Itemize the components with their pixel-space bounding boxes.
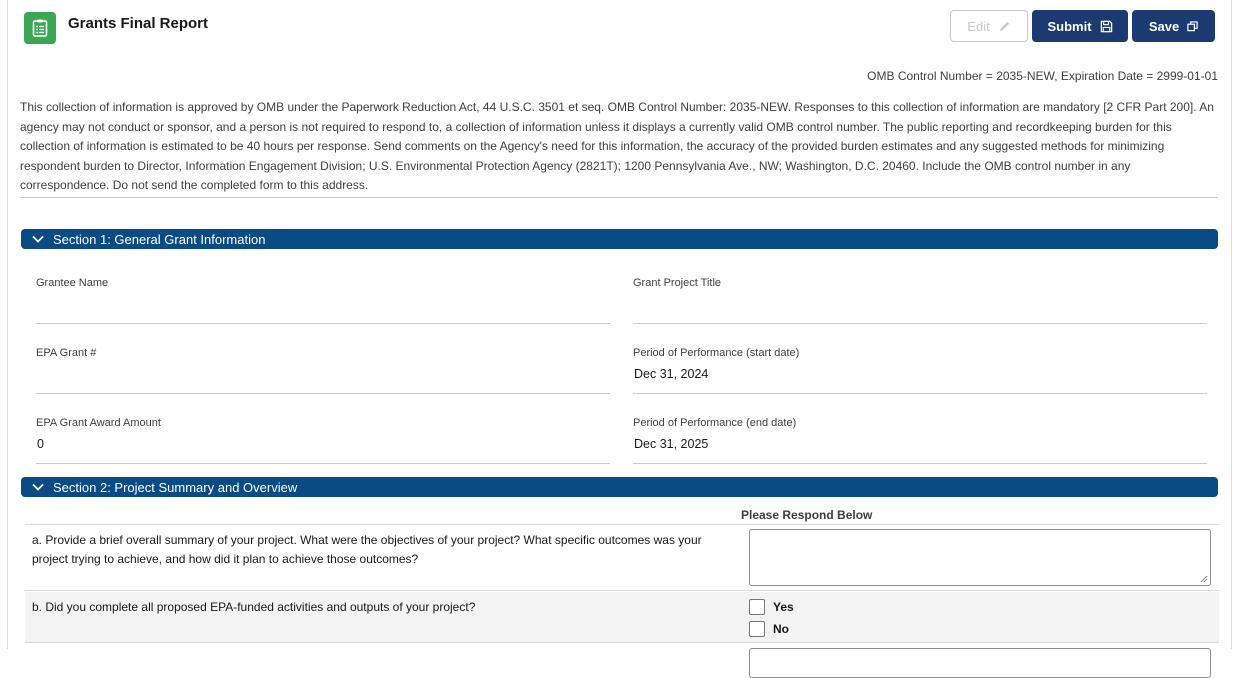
next-response-textarea[interactable] [749,648,1211,678]
pencil-icon [998,20,1011,33]
award-amount-field[interactable] [36,417,610,464]
floppy-disk-icon [1100,20,1113,33]
section-1-header[interactable] [21,229,1218,249]
project-title-field[interactable] [633,277,1207,324]
yes-label: Yes [773,600,794,614]
grant-number-label: EPA Grant # [36,347,97,359]
question-a-text: a. Provide a brief overall summary of your project. What were the objectives of your project? What specific outcomes was your project trying to achieve, and how did it plan to achieve those outcomes? [32,533,702,566]
grantee-name-field[interactable] [36,277,610,324]
submit-button-label: Submit [1047,18,1092,34]
no-label: No [773,622,789,636]
section-2-title: Section 2: Project Summary and Overview [53,479,298,495]
resize-handle-icon[interactable] [1200,575,1208,583]
copy-icon [1187,21,1198,32]
question-a-response-textarea[interactable] [749,529,1211,586]
chevron-down-icon [31,232,45,246]
save-button[interactable] [1132,10,1215,42]
start-date-field[interactable] [633,347,1207,394]
question-b-text: b. Did you complete all proposed EPA-funded activities and outputs of your project? [32,600,476,614]
chevron-down-icon [31,480,45,494]
no-checkbox[interactable] [749,621,765,637]
submit-button[interactable] [1032,10,1128,42]
paperwork-disclaimer: This collection of information is approved by OMB under the Paperwork Reduction Act, 44 U.S.C. 3501 et seq. OMB Control Number: 2035-NEW. Responses to this collection of information are mandatory [2 CFR Part 200]. An agency may not conduct or sponsor, and a person is not required to respond to, a collection of information unless it displays a currently valid OMB control number. The public reporting and recordkeeping burden for this collection of information is estimated to be 40 hours per response. Send comments on the Agency's need for this information, the accuracy of the provided burden estimates and any suggested methods for minimizing respondent burden to Director, Information Engagement Division; U.S. Environmental Protection Agency (2821T); 1200 Pennsylvania Ave., NW; Washington, D.C. 20460. Include the OMB control number in any correspondence. Do not send the completed form to this address. [20,98,1218,198]
omb-control-line: OMB Control Number = 2035-NEW, Expiration Date = 2999-01-01 [867,69,1218,83]
award-amount-value: 0 [37,437,44,451]
save-button-label: Save [1148,18,1180,34]
option-no[interactable] [749,621,789,637]
project-title-label: Grant Project Title [633,277,722,289]
table-row [25,592,1219,643]
yes-checkbox[interactable] [749,599,765,615]
clipboard-list-icon [24,12,56,44]
end-date-label: Period of Performance (end date) [633,417,797,429]
award-amount-label: EPA Grant Award Amount [36,417,161,429]
grant-number-field[interactable] [36,347,610,394]
table-row [25,644,1219,664]
grantee-name-label: Grantee Name [36,277,109,289]
start-date-value: Dec 31, 2024 [634,367,709,381]
edit-button-label: Edit [967,18,990,34]
start-date-label: Period of Performance (start date) [633,347,800,359]
end-date-field[interactable] [633,417,1207,464]
section-2-header[interactable] [21,477,1218,497]
table-row [25,525,1219,591]
page-title: Grants Final Report [68,15,209,32]
edit-button[interactable] [950,10,1028,42]
option-yes[interactable] [749,599,794,615]
end-date-value: Dec 31, 2025 [634,437,709,451]
section-1-title: Section 1: General Grant Information [53,231,266,247]
response-column-header: Please Respond Below [741,508,873,522]
